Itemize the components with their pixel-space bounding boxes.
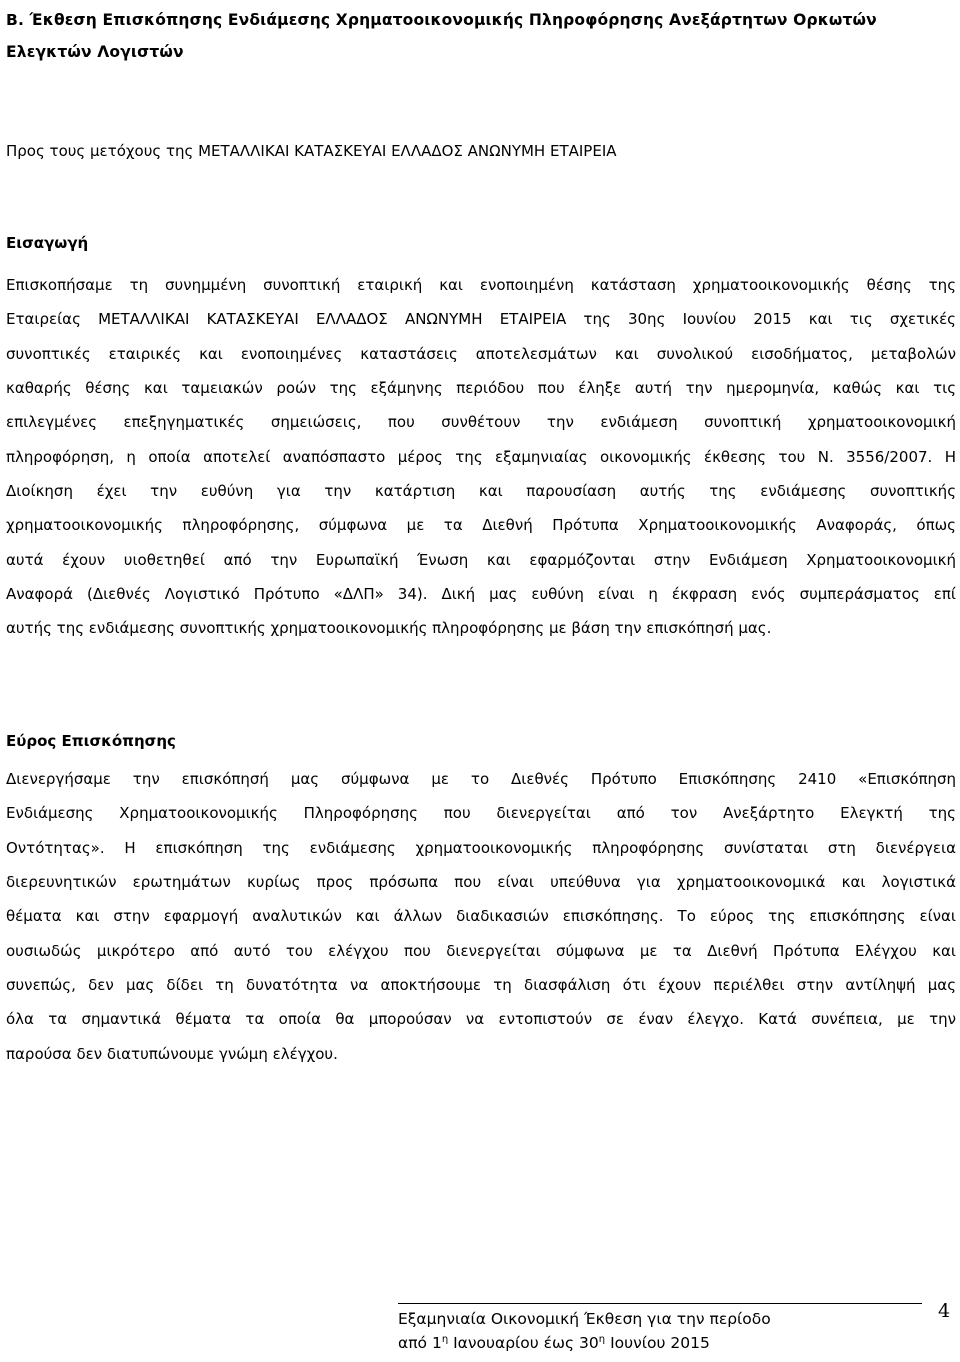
page-number: 4 — [938, 1300, 951, 1322]
paragraph-line: Αναφορά (Διεθνές Λογιστικό Πρότυπο «ΔΛΠ» 34). Δική μας ευθύνη είναι η έκφραση ενός συμπεράσματος επί — [6, 585, 956, 604]
footer-ordinal-superscript: η — [441, 1333, 449, 1345]
footer-ordinal-superscript: η — [598, 1333, 606, 1345]
footer-divider — [398, 1303, 922, 1304]
paragraph-line: πληροφόρηση, η οποία αποτελεί αναπόσπαστο μέρος της εξαμηνιαίας οικονομικής έκθεσης του Ν. 3556/2007. Η — [6, 447, 956, 466]
section-title-scope: Εύρος Επισκόπησης — [6, 732, 176, 750]
paragraph-line: Οντότητας». Η επισκόπηση της ενδιάμεσης χρηματοοικονομικής πληροφόρησης συνίσταται στη διενέργεια — [6, 838, 956, 857]
paragraph-line: αυτής της ενδιάμεσης συνοπτικής χρηματοοικονομικής πληροφόρησης με βάση την επισκόπησή μας. — [6, 619, 772, 638]
paragraph-line: διερευνητικών ερωτημάτων κυρίως προς πρόσωπα που είναι υπεύθυνα για χρηματοοικονομικά και λογιστικά — [6, 873, 956, 892]
footer-report-period — [398, 1307, 771, 1355]
paragraph-line: θέματα και στην εφαρμογή αναλυτικών και άλλων διαδικασιών επισκόπησης. Το εύρος της επισκόπησης είναι — [6, 907, 956, 926]
paragraph-line: επιλεγμένες επεξηγηματικές σημειώσεις, που συνθέτουν την ενδιάμεση συνοπτική χρηματοοικονομική — [6, 413, 956, 432]
scope-paragraph — [6, 762, 956, 1071]
paragraph-line: καθαρής θέσης και ταμειακών ροών της εξάμηνης περιόδου που έληξε αυτή την ημερομηνία, καθώς και τις — [6, 379, 956, 398]
footer-period — [398, 1331, 771, 1355]
footer-period-suffix: Ιουνίου 2015 — [605, 1334, 710, 1352]
paragraph-line: αυτά έχουν υιοθετηθεί από την Ευρωπαϊκή Ένωση και εφαρμόζονται στην Ενδιάμεση Χρηματοοικονομική — [6, 550, 956, 569]
paragraph-line: Διοίκηση έχει την ευθύνη για την κατάρτιση και παρουσίαση αυτής της ενδιάμεσης συνοπτικής — [6, 482, 956, 501]
paragraph-line: συνοπτικές εταιρικές και ενοποιημένες καταστάσεις αποτελεσμάτων και συνολικού εισοδήματος, μεταβολών — [6, 344, 956, 363]
footer-period-prefix: από 1 — [398, 1334, 442, 1352]
paragraph-line: Διενεργήσαμε την επισκόπησή μας σύμφωνα με το Διεθνές Πρότυπο Επισκόπησης 2410 «Επισκόπηση — [6, 770, 956, 788]
paragraph-line: Ενδιάμεσης Χρηματοοικονομικής Πληροφόρησης που διενεργείται από τον Ανεξάρτητο Ελεγκτή της — [6, 804, 956, 823]
paragraph-line: χρηματοοικονομικής πληροφόρησης, σύμφωνα με τα Διεθνή Πρότυπα Χρηματοοικονομικής Αναφοράς, όπως — [6, 516, 956, 535]
section-title-introduction: Εισαγωγή — [6, 234, 89, 252]
paragraph-line: παρούσα δεν διατυπώνουμε γνώμη ελέγχου. — [6, 1044, 338, 1063]
paragraph-line: ουσιωδώς μικρότερο από αυτό του ελέγχου που διενεργείται σύμφωνα με τα Διεθνή Πρότυπα Ελέγχου και — [6, 941, 956, 960]
addressee-line: Προς τους μετόχους της ΜΕΤΑΛΛΙΚΑΙ ΚΑΤΑΣΚΕΥΑΙ ΕΛΛΑΔΟΣ ΑΝΩΝΥΜΗ ΕΤΑΙΡΕΙΑ — [6, 142, 617, 160]
introduction-paragraph — [6, 268, 956, 646]
paragraph-line: Επισκοπήσαμε τη συνημμένη συνοπτική εταιρική και ενοποιημένη κατάσταση χρηματοοικονομικής θέσης της — [6, 276, 956, 294]
footer-period-middle: Ιανουαρίου έως 30 — [448, 1334, 599, 1352]
footer-title: Εξαμηνιαία Οικονομική Έκθεση για την περίοδο — [398, 1310, 771, 1328]
paragraph-line: όλα τα σημαντικά θέματα τα οποία θα μπορούσαν να εντοπιστούν σε έναν έλεγχο. Κατά συνέπεια, με την — [6, 1010, 956, 1029]
paragraph-line: Εταιρείας ΜΕΤΑΛΛΙΚΑΙ ΚΑΤΑΣΚΕΥΑΙ ΕΛΛΑΔΟΣ ΑΝΩΝΥΜΗ ΕΤΑΙΡΕΙΑ της 30ης Ιουνίου 2015 και τις σχετικές — [6, 310, 956, 329]
report-heading: B. Έκθεση Επισκόπησης Ενδιάμεσης Χρηματοοικονομικής Πληροφόρησης Ανεξάρτητων Ορκωτών Ελεγκτών Λογιστών — [6, 11, 877, 61]
paragraph-line: συνεπώς, δεν μας δίδει τη δυνατότητα να αποκτήσουμε τη διασφάλιση ότι έχουν περιέλθει στην αντίληψή μας — [6, 976, 956, 995]
